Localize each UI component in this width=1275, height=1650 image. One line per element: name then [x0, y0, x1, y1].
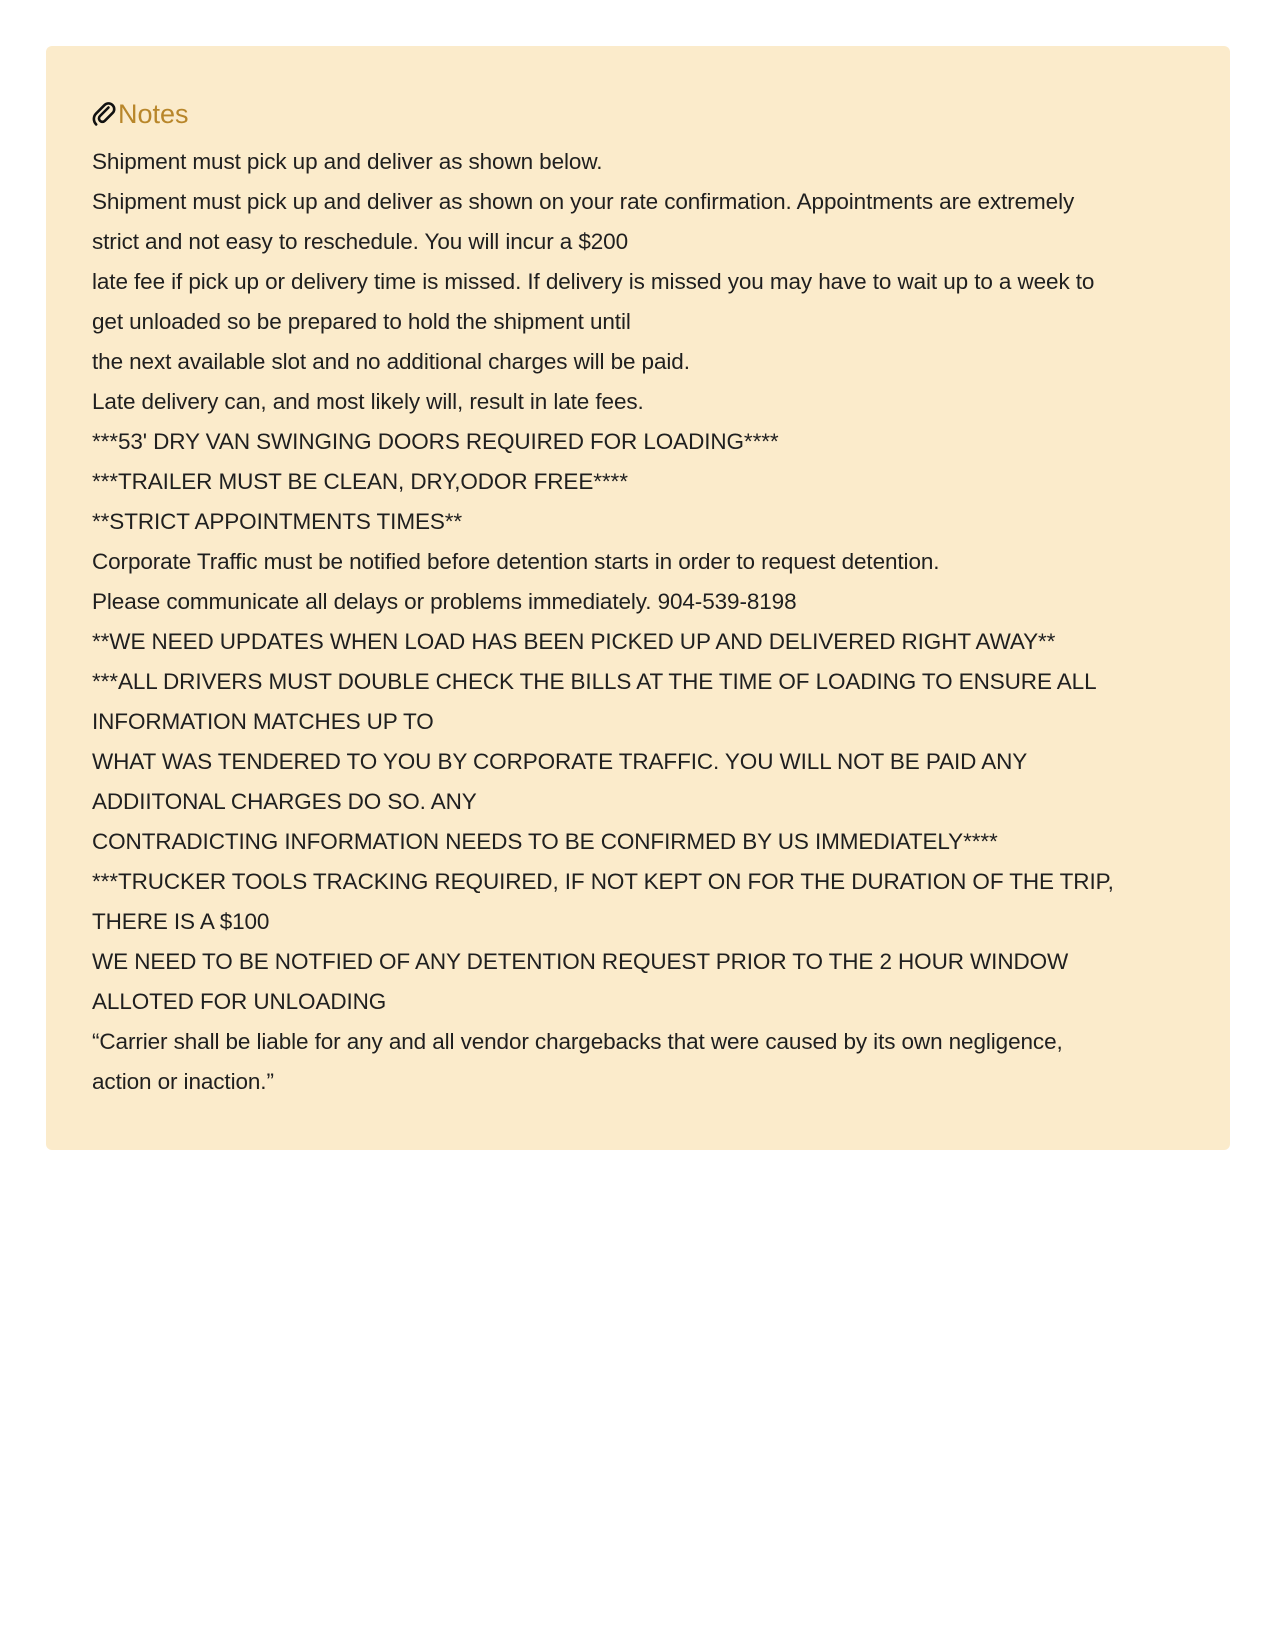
note-line: ***ALL DRIVERS MUST DOUBLE CHECK THE BILLS AT THE TIME OF LOADING TO ENSURE ALL: [92, 669, 1097, 694]
notes-text: [92, 142, 1184, 1102]
note-line: INFORMATION MATCHES UP TO: [92, 709, 434, 734]
note-line: WHAT WAS TENDERED TO YOU BY CORPORATE TRAFFIC. YOU WILL NOT BE PAID ANY: [92, 749, 1028, 774]
note-line: ADDIITONAL CHARGES DO SO. ANY: [92, 789, 477, 814]
note-line: WE NEED TO BE NOTFIED OF ANY DETENTION REQUEST PRIOR TO THE 2 HOUR WINDOW: [92, 949, 1069, 974]
note-line: Corporate Traffic must be notified before detention starts in order to request detention.: [92, 549, 940, 574]
note-line: strict and not easy to reschedule. You will incur a $200: [92, 229, 628, 254]
note-line: Shipment must pick up and deliver as shown on your rate confirmation. Appointments are extremely: [92, 189, 1075, 214]
note-line: THERE IS A $100: [92, 909, 270, 934]
paperclip-icon: [92, 101, 116, 127]
note-line: **WE NEED UPDATES WHEN LOAD HAS BEEN PICKED UP AND DELIVERED RIGHT AWAY**: [92, 629, 1056, 654]
note-line: late fee if pick up or delivery time is missed. If delivery is missed you may have to wait up to a week to: [92, 269, 1095, 294]
notes-header: [92, 96, 1184, 132]
note-line: get unloaded so be prepared to hold the shipment until: [92, 309, 631, 334]
notes-panel: [46, 46, 1230, 1150]
note-line: Shipment must pick up and deliver as shown below.: [92, 149, 603, 174]
note-line: ***53' DRY VAN SWINGING DOORS REQUIRED FOR LOADING****: [92, 429, 779, 454]
note-line: ***TRAILER MUST BE CLEAN, DRY,ODOR FREE****: [92, 469, 628, 494]
note-line: Please communicate all delays or problems immediately. 904-539-8198: [92, 589, 797, 614]
note-line: action or inaction.”: [92, 1069, 274, 1094]
note-line: ALLOTED FOR UNLOADING: [92, 989, 387, 1014]
note-line: **STRICT APPOINTMENTS TIMES**: [92, 509, 463, 534]
note-line: Late delivery can, and most likely will, result in late fees.: [92, 389, 644, 414]
note-line: “Carrier shall be liable for any and all vendor chargebacks that were caused by its own negligence,: [92, 1029, 1063, 1054]
note-line: ***TRUCKER TOOLS TRACKING REQUIRED, IF NOT KEPT ON FOR THE DURATION OF THE TRIP,: [92, 869, 1114, 894]
note-line: the next available slot and no additional charges will be paid.: [92, 349, 690, 374]
note-line: CONTRADICTING INFORMATION NEEDS TO BE CONFIRMED BY US IMMEDIATELY****: [92, 829, 998, 854]
notes-title: Notes: [118, 99, 189, 129]
